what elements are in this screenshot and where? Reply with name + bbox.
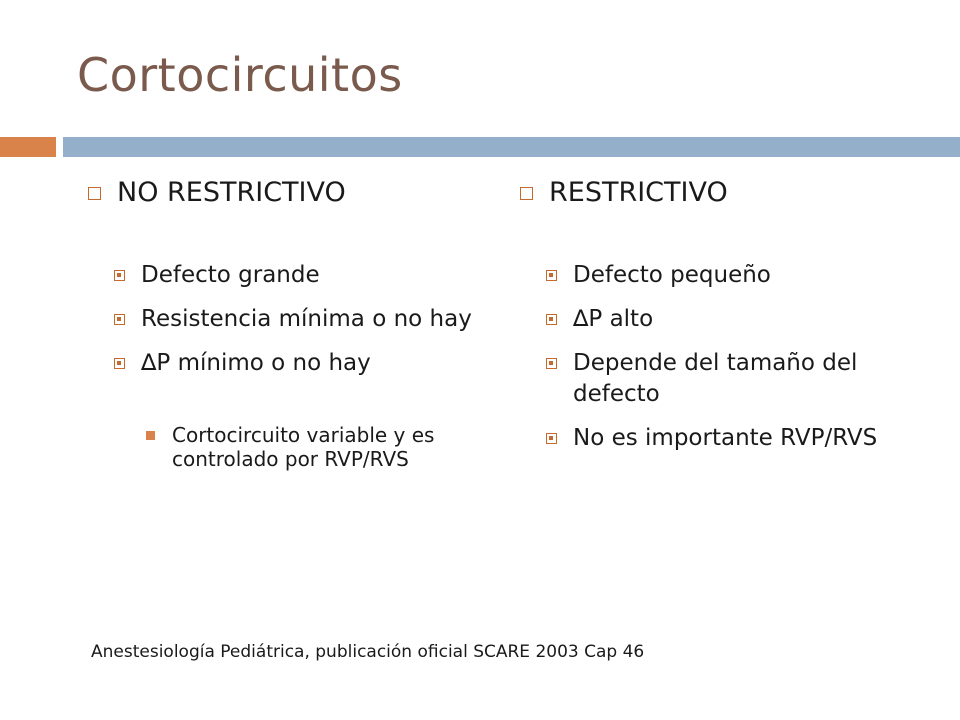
square-bullet-icon [114, 314, 125, 325]
sub-list-item-text: Cortocircuito variable y es controlado por RVP/RVS [172, 423, 435, 471]
list-item-text: Resistencia mínima o no hay [141, 306, 472, 332]
square-bullet-icon [546, 314, 557, 325]
list-item-text: ∆P alto [573, 306, 654, 332]
square-bullet-icon [114, 270, 125, 281]
right-column [520, 170, 940, 467]
list-item [546, 304, 940, 335]
filled-square-bullet-icon [146, 431, 155, 440]
list-item [546, 260, 940, 291]
square-bullet-icon [546, 433, 557, 444]
list-item-text: No es importante RVP/RVS [573, 425, 878, 451]
list-item-text: ∆P mínimo o no hay [141, 350, 371, 376]
list-item-text: Defecto grande [141, 262, 320, 288]
accent-bar-blue [63, 137, 960, 157]
left-heading [88, 170, 488, 214]
list-item [114, 260, 488, 291]
list-item [114, 304, 474, 335]
list-item-text: Defecto pequeño [573, 262, 771, 288]
sub-list-item [146, 423, 456, 471]
right-heading [520, 170, 940, 214]
square-bullet-icon [88, 187, 101, 200]
square-bullet-icon [546, 358, 557, 369]
reference-citation: Anestesiología Pediátrica, publicación oficial SCARE 2003 Cap 46 [91, 642, 645, 662]
list-item [114, 348, 488, 379]
accent-bar-orange [0, 137, 56, 157]
square-bullet-icon [546, 270, 557, 281]
left-heading-text: NO RESTRICTIVO [117, 176, 346, 208]
list-item [546, 348, 886, 410]
square-bullet-icon [520, 187, 533, 200]
slide-title: Cortocircuitos [77, 48, 403, 102]
right-heading-text: RESTRICTIVO [549, 176, 728, 208]
square-bullet-icon [114, 358, 125, 369]
list-item-text: Depende del tamaño del defecto [573, 350, 858, 407]
left-column [88, 170, 488, 471]
list-item [546, 423, 886, 454]
